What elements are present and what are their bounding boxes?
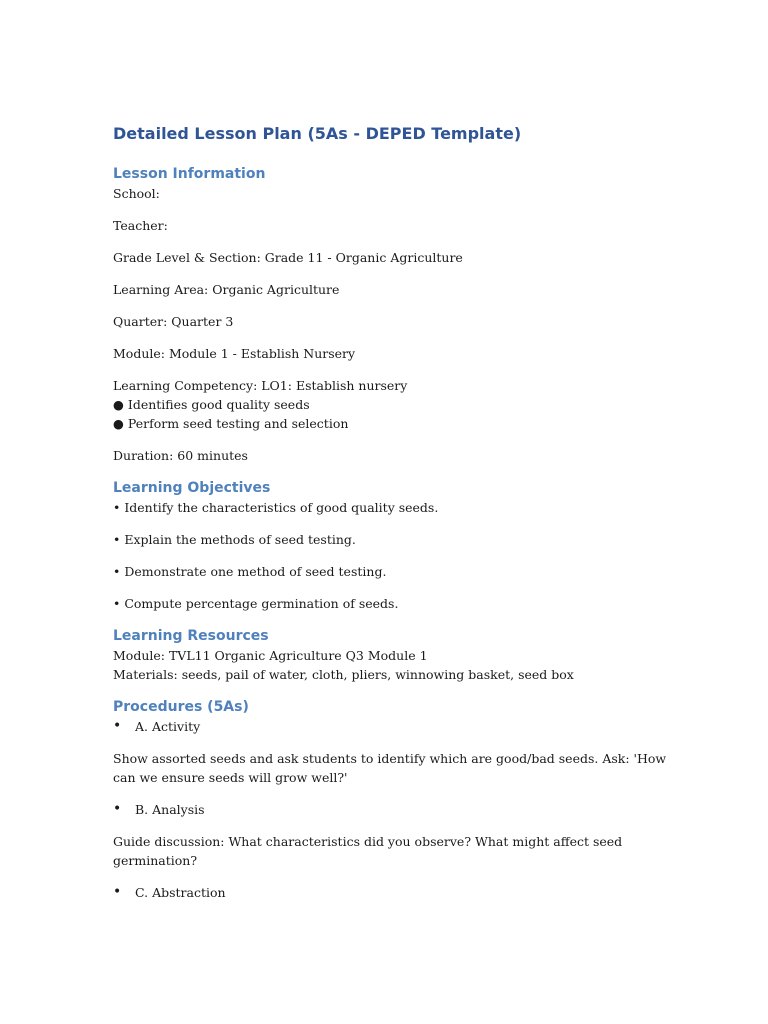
learning-area-field: Learning Area: Organic Agriculture [113, 282, 340, 297]
procedure-step-label: B. Analysis [135, 802, 205, 817]
procedure-step-label: C. Abstraction [135, 885, 226, 900]
learning-objectives-heading: Learning Objectives [113, 480, 271, 496]
grade-level-field: Grade Level & Section: Grade 11 - Organic Agriculture [113, 250, 463, 265]
procedure-step-analysis [113, 800, 673, 819]
objective-item: • Compute percentage germination of seeds. [113, 596, 399, 611]
quarter-field: Quarter: Quarter 3 [113, 314, 234, 329]
lesson-information-heading: Lesson Information [113, 166, 266, 182]
procedure-step-label: A. Activity [135, 719, 201, 734]
learning-competency-field: Learning Competency: LO1: Establish nursery [113, 378, 408, 393]
objective-item: • Demonstrate one method of seed testing. [113, 564, 387, 579]
bullet-icon: • [113, 801, 122, 817]
teacher-field: Teacher: [113, 218, 168, 233]
document-title: Detailed Lesson Plan (5As - DEPED Template) [113, 124, 522, 143]
learning-competency-block [113, 376, 673, 433]
learning-resources-heading: Learning Resources [113, 628, 269, 644]
procedure-step-text: Guide discussion: What characteristics did you observe? What might affect seed germination? [113, 834, 623, 868]
duration-field: Duration: 60 minutes [113, 448, 248, 463]
objective-item: • Explain the methods of seed testing. [113, 532, 356, 547]
competency-item: ● Perform seed testing and selection [113, 416, 349, 431]
resource-module: Module: TVL11 Organic Agriculture Q3 Module 1 [113, 648, 428, 663]
procedure-step-activity [113, 717, 673, 736]
document-page [113, 122, 673, 915]
competency-item: ● Identifies good quality seeds [113, 397, 310, 412]
objective-item: • Identify the characteristics of good quality seeds. [113, 500, 439, 515]
resource-materials: Materials: seeds, pail of water, cloth, pliers, winnowing basket, seed box [113, 667, 574, 682]
bullet-icon: • [113, 718, 122, 734]
school-field: School: [113, 186, 160, 201]
bullet-icon: • [113, 884, 122, 900]
module-field: Module: Module 1 - Establish Nursery [113, 346, 356, 361]
procedure-step-text: Show assorted seeds and ask students to identify which are good/bad seeds. Ask: 'How can we ensure seeds will grow well?' [113, 751, 667, 785]
procedures-heading: Procedures (5As) [113, 699, 249, 715]
procedure-step-abstraction [113, 883, 673, 902]
